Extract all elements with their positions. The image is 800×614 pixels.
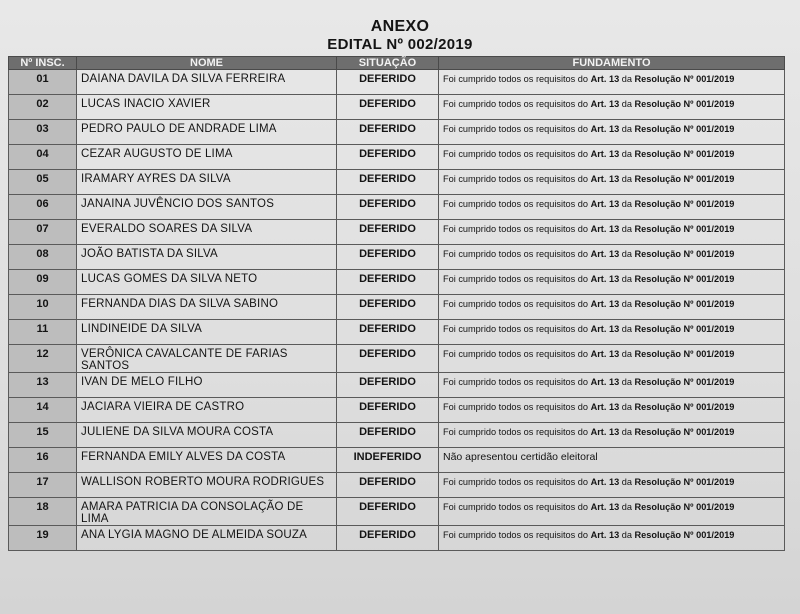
row-name: IVAN DE MELO FILHO xyxy=(77,373,337,398)
row-basis xyxy=(439,473,785,498)
row-number: 15 xyxy=(9,423,77,448)
basis-prefix: Foi cumprido todos os requisitos do xyxy=(443,274,591,284)
basis-article: Art. 13 xyxy=(590,402,620,412)
row-number: 18 xyxy=(9,498,77,526)
basis-middle: da xyxy=(619,174,635,184)
row-basis xyxy=(439,373,785,398)
row-status: DEFERIDO xyxy=(337,70,439,95)
basis-article: Art. 13 xyxy=(590,99,620,109)
row-basis xyxy=(439,345,785,373)
basis-prefix: Foi cumprido todos os requisitos do xyxy=(443,402,591,412)
row-name: AMARA PATRICIA DA CONSOLAÇÃO DE LIMA xyxy=(77,498,337,526)
row-number: 17 xyxy=(9,473,77,498)
table-row xyxy=(9,423,785,448)
row-number: 05 xyxy=(9,170,77,195)
row-basis xyxy=(439,220,785,245)
basis-middle: da xyxy=(619,377,635,387)
basis-resolution: Resolução Nº 001/2019 xyxy=(634,299,735,309)
row-basis xyxy=(439,95,785,120)
row-basis: Não apresentou certidão eleitoral xyxy=(439,448,785,473)
row-name: VERÔNICA CAVALCANTE DE FARIAS SANTOS xyxy=(77,345,337,373)
row-status: DEFERIDO xyxy=(337,295,439,320)
basis-article: Art. 13 xyxy=(590,149,620,159)
row-name: LUCAS GOMES DA SILVA NETO xyxy=(77,270,337,295)
basis-prefix: Foi cumprido todos os requisitos do xyxy=(443,377,591,387)
basis-middle: da xyxy=(619,124,635,134)
row-status: DEFERIDO xyxy=(337,498,439,526)
basis-prefix: Foi cumprido todos os requisitos do xyxy=(443,427,591,437)
row-status: DEFERIDO xyxy=(337,320,439,345)
basis-prefix: Foi cumprido todos os requisitos do xyxy=(443,199,591,209)
row-status: DEFERIDO xyxy=(337,95,439,120)
basis-resolution: Resolução Nº 001/2019 xyxy=(634,502,735,512)
basis-resolution: Resolução Nº 001/2019 xyxy=(634,402,735,412)
row-basis xyxy=(439,170,785,195)
header-status: SITUAÇÃO xyxy=(337,57,439,70)
row-name: WALLISON ROBERTO MOURA RODRIGUES xyxy=(77,473,337,498)
basis-article: Art. 13 xyxy=(590,502,620,512)
basis-article: Art. 13 xyxy=(590,427,620,437)
basis-article: Art. 13 xyxy=(590,74,620,84)
basis-resolution: Resolução Nº 001/2019 xyxy=(634,249,735,259)
row-basis xyxy=(439,120,785,145)
table-header-row xyxy=(9,57,785,70)
table-row xyxy=(9,448,785,473)
basis-article: Art. 13 xyxy=(590,477,620,487)
row-name: DAIANA DAVILA DA SILVA FERREIRA xyxy=(77,70,337,95)
row-number: 01 xyxy=(9,70,77,95)
table-row xyxy=(9,498,785,526)
row-status: DEFERIDO xyxy=(337,423,439,448)
basis-article: Art. 13 xyxy=(590,530,620,540)
basis-resolution: Resolução Nº 001/2019 xyxy=(634,324,735,334)
table-row xyxy=(9,526,785,551)
header-basis: FUNDAMENTO xyxy=(439,57,785,70)
row-status: DEFERIDO xyxy=(337,270,439,295)
row-name: PEDRO PAULO DE ANDRADE LIMA xyxy=(77,120,337,145)
basis-article: Art. 13 xyxy=(590,199,620,209)
row-number: 09 xyxy=(9,270,77,295)
row-name: CEZAR AUGUSTO DE LIMA xyxy=(77,145,337,170)
row-name: JULIENE DA SILVA MOURA COSTA xyxy=(77,423,337,448)
basis-prefix: Foi cumprido todos os requisitos do xyxy=(443,324,591,334)
basis-resolution: Resolução Nº 001/2019 xyxy=(634,74,735,84)
basis-prefix: Foi cumprido todos os requisitos do xyxy=(443,149,591,159)
basis-prefix: Foi cumprido todos os requisitos do xyxy=(443,124,591,134)
basis-article: Art. 13 xyxy=(590,249,620,259)
basis-middle: da xyxy=(619,199,635,209)
basis-resolution: Resolução Nº 001/2019 xyxy=(634,124,735,134)
basis-middle: da xyxy=(619,349,635,359)
basis-prefix: Foi cumprido todos os requisitos do xyxy=(443,349,591,359)
row-basis xyxy=(439,145,785,170)
basis-prefix: Foi cumprido todos os requisitos do xyxy=(443,224,591,234)
row-status: DEFERIDO xyxy=(337,195,439,220)
row-number: 06 xyxy=(9,195,77,220)
basis-resolution: Resolução Nº 001/2019 xyxy=(634,199,735,209)
row-name: EVERALDO SOARES DA SILVA xyxy=(77,220,337,245)
basis-article: Art. 13 xyxy=(590,124,620,134)
basis-prefix: Foi cumprido todos os requisitos do xyxy=(443,99,591,109)
row-basis xyxy=(439,295,785,320)
basis-middle: da xyxy=(619,74,635,84)
basis-resolution: Resolução Nº 001/2019 xyxy=(634,99,735,109)
basis-prefix: Foi cumprido todos os requisitos do xyxy=(443,477,591,487)
basis-prefix: Foi cumprido todos os requisitos do xyxy=(443,74,591,84)
row-name: JOÃO BATISTA DA SILVA xyxy=(77,245,337,270)
table-row xyxy=(9,145,785,170)
table-row xyxy=(9,120,785,145)
basis-resolution: Resolução Nº 001/2019 xyxy=(634,274,735,284)
table-row xyxy=(9,195,785,220)
row-status: DEFERIDO xyxy=(337,120,439,145)
row-name: JANAINA JUVÊNCIO DOS SANTOS xyxy=(77,195,337,220)
row-basis xyxy=(439,320,785,345)
table-row xyxy=(9,170,785,195)
basis-middle: da xyxy=(619,99,635,109)
basis-middle: da xyxy=(619,249,635,259)
basis-prefix: Foi cumprido todos os requisitos do xyxy=(443,502,591,512)
table-row xyxy=(9,398,785,423)
document-title: ANEXO xyxy=(370,18,430,35)
row-basis xyxy=(439,498,785,526)
row-basis xyxy=(439,423,785,448)
table-row xyxy=(9,70,785,95)
row-basis xyxy=(439,398,785,423)
row-status: DEFERIDO xyxy=(337,373,439,398)
row-basis xyxy=(439,270,785,295)
row-number: 19 xyxy=(9,526,77,551)
basis-resolution: Resolução Nº 001/2019 xyxy=(634,477,735,487)
basis-prefix: Foi cumprido todos os requisitos do xyxy=(443,299,591,309)
basis-article: Art. 13 xyxy=(590,377,620,387)
row-name: IRAMARY AYRES DA SILVA xyxy=(77,170,337,195)
row-name: ANA LYGIA MAGNO DE ALMEIDA SOUZA xyxy=(77,526,337,551)
basis-resolution: Resolução Nº 001/2019 xyxy=(634,174,735,184)
document-subtitle: EDITAL Nº 002/2019 xyxy=(327,36,473,53)
basis-prefix: Foi cumprido todos os requisitos do xyxy=(443,249,591,259)
row-status: INDEFERIDO xyxy=(337,448,439,473)
basis-middle: da xyxy=(619,502,635,512)
row-status: DEFERIDO xyxy=(337,245,439,270)
basis-article: Art. 13 xyxy=(590,299,620,309)
table-row xyxy=(9,220,785,245)
row-status: DEFERIDO xyxy=(337,345,439,373)
row-basis xyxy=(439,245,785,270)
row-number: 11 xyxy=(9,320,77,345)
basis-prefix: Foi cumprido todos os requisitos do xyxy=(443,174,591,184)
basis-middle: da xyxy=(619,324,635,334)
table-row xyxy=(9,295,785,320)
table-row xyxy=(9,345,785,373)
basis-middle: da xyxy=(619,530,635,540)
basis-resolution: Resolução Nº 001/2019 xyxy=(634,349,735,359)
basis-middle: da xyxy=(619,299,635,309)
basis-resolution: Resolução Nº 001/2019 xyxy=(634,224,735,234)
title-block xyxy=(0,18,800,54)
basis-middle: da xyxy=(619,477,635,487)
row-name: LUCAS INACIO XAVIER xyxy=(77,95,337,120)
table-row xyxy=(9,95,785,120)
basis-middle: da xyxy=(619,274,635,284)
row-name: FERNANDA EMILY ALVES DA COSTA xyxy=(77,448,337,473)
row-name: FERNANDA DIAS DA SILVA SABINO xyxy=(77,295,337,320)
row-status: DEFERIDO xyxy=(337,145,439,170)
basis-middle: da xyxy=(619,402,635,412)
row-number: 12 xyxy=(9,345,77,373)
row-basis xyxy=(439,70,785,95)
row-number: 16 xyxy=(9,448,77,473)
basis-article: Art. 13 xyxy=(590,324,620,334)
row-number: 07 xyxy=(9,220,77,245)
row-number: 03 xyxy=(9,120,77,145)
basis-resolution: Resolução Nº 001/2019 xyxy=(634,530,735,540)
table-row xyxy=(9,270,785,295)
row-number: 14 xyxy=(9,398,77,423)
row-status: DEFERIDO xyxy=(337,473,439,498)
basis-middle: da xyxy=(619,427,635,437)
basis-resolution: Resolução Nº 001/2019 xyxy=(634,377,735,387)
row-name: JACIARA VIEIRA DE CASTRO xyxy=(77,398,337,423)
results-table xyxy=(8,56,785,551)
basis-prefix: Foi cumprido todos os requisitos do xyxy=(443,530,591,540)
row-number: 10 xyxy=(9,295,77,320)
basis-article: Art. 13 xyxy=(590,274,620,284)
row-name: LINDINEIDE DA SILVA xyxy=(77,320,337,345)
basis-middle: da xyxy=(619,224,635,234)
basis-article: Art. 13 xyxy=(590,174,620,184)
row-status: DEFERIDO xyxy=(337,398,439,423)
row-status: DEFERIDO xyxy=(337,526,439,551)
basis-resolution: Resolução Nº 001/2019 xyxy=(634,427,735,437)
row-number: 02 xyxy=(9,95,77,120)
table-row xyxy=(9,373,785,398)
row-number: 04 xyxy=(9,145,77,170)
basis-middle: da xyxy=(619,149,635,159)
header-num: Nº INSC. xyxy=(9,57,77,70)
row-basis xyxy=(439,195,785,220)
table-body xyxy=(9,70,785,551)
row-status: DEFERIDO xyxy=(337,170,439,195)
row-number: 13 xyxy=(9,373,77,398)
basis-resolution: Resolução Nº 001/2019 xyxy=(634,149,735,159)
table-row xyxy=(9,473,785,498)
table-row xyxy=(9,245,785,270)
row-status: DEFERIDO xyxy=(337,220,439,245)
row-number: 08 xyxy=(9,245,77,270)
header-name: NOME xyxy=(77,57,337,70)
table-row xyxy=(9,320,785,345)
row-basis xyxy=(439,526,785,551)
basis-article: Art. 13 xyxy=(590,349,620,359)
basis-article: Art. 13 xyxy=(590,224,620,234)
